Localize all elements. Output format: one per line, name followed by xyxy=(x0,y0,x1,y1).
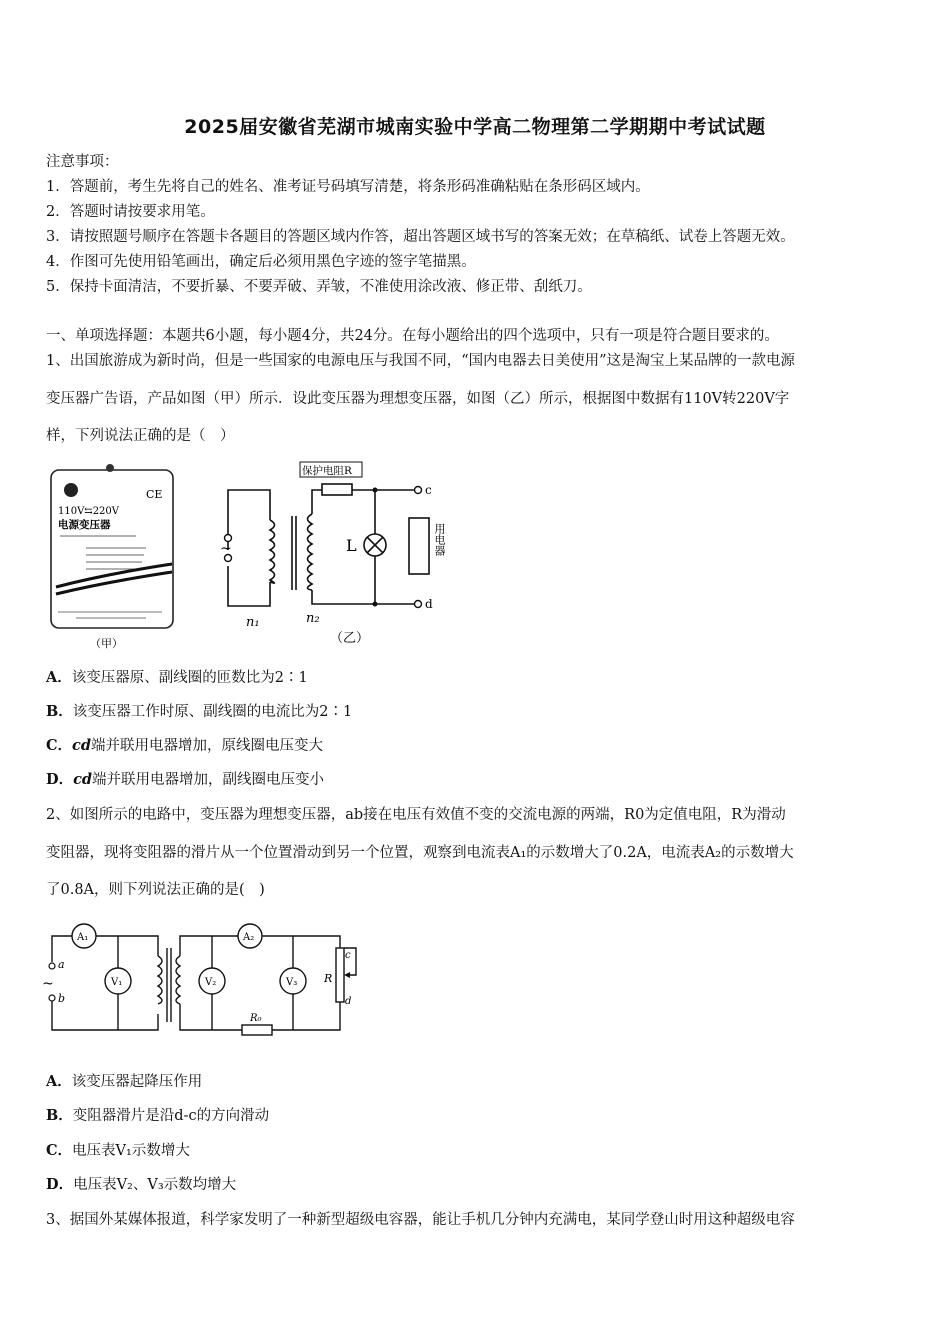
notice-item: 1．答题前，考生先将自己的姓名、准考证号码填写清楚，将条形码准确粘贴在条形码区域内。 xyxy=(46,179,650,195)
option-letter: D． xyxy=(46,771,74,788)
n2-label: n₂ xyxy=(306,611,320,626)
option-a[interactable] xyxy=(46,668,908,688)
protection-resistor xyxy=(322,484,352,495)
terminal-d-label: d xyxy=(425,597,433,611)
lamp-label: L xyxy=(346,536,357,555)
option-letter: D． xyxy=(46,1176,74,1193)
option-letter: C． xyxy=(46,737,73,754)
option-text: 该变压器工作时原、副线圈的电流比为2∶1 xyxy=(72,704,353,720)
option-d[interactable] xyxy=(46,1175,908,1195)
power-indicator-icon xyxy=(64,483,78,497)
option-text: 端并联用电器增加，副线圈电压变小 xyxy=(92,772,325,788)
ac-source-icon: ~ xyxy=(220,541,232,557)
ac-source-icon: ~ xyxy=(42,976,54,992)
question-1-text: 样，下列说法正确的是（ ） xyxy=(46,428,235,444)
notice-item: 3．请按照题号顺序在答题卡各题目的答题区域内作答，超出答题区域书写的答案无效；在草稿纸、试卷上答题无效。 xyxy=(46,229,795,245)
question-2-text: 了0.8A，则下列说法正确的是( ) xyxy=(46,882,265,898)
option-c[interactable] xyxy=(46,1141,908,1161)
figure-yi xyxy=(200,458,460,648)
a2-label: A₂ xyxy=(243,932,255,943)
product-label-voltage: 110V⇆220V xyxy=(58,506,119,517)
option-c[interactable] xyxy=(46,736,908,756)
d-label: d xyxy=(345,996,352,1007)
spec-lines xyxy=(60,536,146,569)
v1-label: V₁ xyxy=(111,977,123,988)
notice-heading: 注意事项： xyxy=(46,154,119,170)
figure-q2-circuit xyxy=(40,918,370,1040)
figure-jia-caption: （甲） xyxy=(90,637,123,650)
option-letter: B． xyxy=(46,1107,73,1124)
n1-label: n₁ xyxy=(246,615,260,630)
ce-mark: CE xyxy=(146,488,163,501)
secondary-coil xyxy=(308,514,313,590)
primary-coil xyxy=(270,520,275,583)
option-italic-term: cd xyxy=(73,771,93,788)
terminal-d xyxy=(415,601,422,608)
r0-label: R₀ xyxy=(250,1013,262,1024)
terminal-a xyxy=(49,963,55,969)
option-letter: A． xyxy=(46,669,72,686)
notice-item: 2．答题时请按要求用笔。 xyxy=(46,204,215,220)
notice-item: 4．作图可先使用铅笔画出，确定后必须用黑色字迹的签字笔描黑。 xyxy=(46,254,476,270)
primary-coil xyxy=(158,956,162,1004)
c-label: c xyxy=(345,950,351,961)
a-label: a xyxy=(58,958,65,971)
question-1-text: 1、出国旅游成为新时尚，但是一些国家的电源电压与我国不同，“国内电器去日美使用”这是淘宝上某品牌的一款电源 xyxy=(46,353,796,369)
option-text: 电压表V₁示数增大 xyxy=(72,1143,190,1159)
v3-label: V₃ xyxy=(286,977,298,988)
option-text: 该变压器原、副线圈的匝数比为2∶1 xyxy=(71,670,308,686)
product-label-name: 电源变压器 xyxy=(58,519,111,531)
a1-label: A₁ xyxy=(77,932,89,943)
notice-item: 5．保持卡面清洁，不要折暴、不要弄破、弄皱，不准使用涂改液、修正带、刮纸刀。 xyxy=(46,279,592,295)
section-heading: 一、单项选择题：本题共6小题，每小题4分，共24分。在每小题给出的四个选项中，只有一项是符合题目要求的。 xyxy=(46,328,779,344)
option-text: 变阻器滑片是沿d-c的方向滑动 xyxy=(72,1108,270,1124)
resistor-r0 xyxy=(242,1025,272,1035)
option-b[interactable] xyxy=(46,702,908,722)
option-italic-term: cd xyxy=(72,737,92,754)
secondary-coil xyxy=(176,956,180,1004)
question-2-text: 变阻器，现将变阻器的滑片从一个位置滑动到另一个位置，观察到电流表A₁的示数增大了0.2A，电流表A₂的示数增大 xyxy=(46,845,794,861)
option-text: 端并联用电器增加，原线圈电压变大 xyxy=(91,738,324,754)
b-label: b xyxy=(58,992,66,1005)
figure-jia xyxy=(46,462,186,652)
option-d[interactable] xyxy=(46,770,908,790)
question-3-text: 3、据国外某媒体报道，科学家发明了一种新型超级电容器，能让手机几分钟内充满电，某同学登山时用这种超级电容 xyxy=(46,1212,795,1228)
option-b[interactable] xyxy=(46,1106,908,1126)
appliance-label-text: 用电器 xyxy=(413,523,446,536)
option-letter: A． xyxy=(46,1073,72,1090)
option-a[interactable] xyxy=(46,1072,908,1092)
option-text: 该变压器起降压作用 xyxy=(71,1074,203,1090)
option-letter: B． xyxy=(46,703,73,720)
figure-yi-caption: （乙） xyxy=(330,631,370,646)
rheostat-r xyxy=(336,948,344,1002)
question-2-text: 2、如图所示的电路中，变压器为理想变压器，ab接在电压有效值不变的交流电源的两端，R0为定值电阻，R为滑动 xyxy=(46,807,786,823)
resistor-label: 保护电阻R xyxy=(302,465,352,477)
page-title: 2025届安徽省芜湖市城南实验中学高二物理第二学期期中考试试题 xyxy=(184,116,766,138)
question-1-text: 变压器广告语，产品如图（甲）所示．设此变压器为理想变压器，如图（乙）所示，根据图中数据有110V转220V字 xyxy=(46,391,790,407)
v2-label: V₂ xyxy=(205,977,217,988)
r-label: R xyxy=(324,972,333,985)
brand-mark-icon xyxy=(106,464,114,472)
terminal-c xyxy=(415,487,422,494)
option-letter: C． xyxy=(46,1142,73,1159)
option-text: 电压表V₂、V₃示数均增大 xyxy=(73,1177,237,1193)
terminal-b xyxy=(49,995,55,1001)
terminal-c-label: c xyxy=(425,483,432,497)
